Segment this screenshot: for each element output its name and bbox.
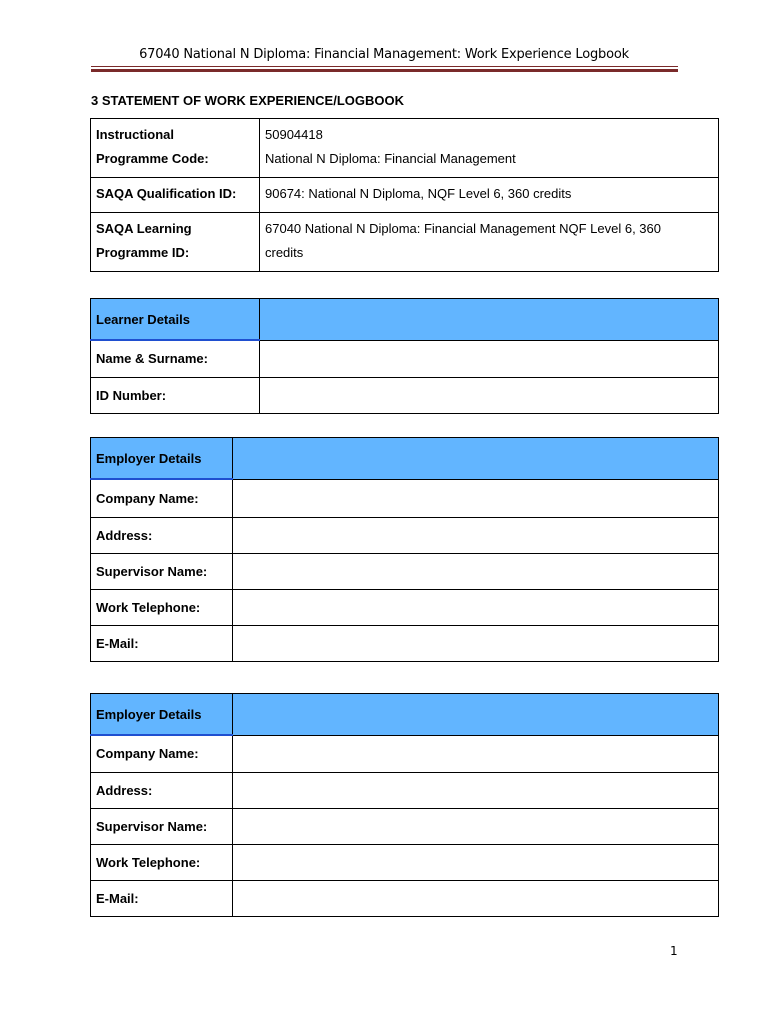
info-label-saqa-qualification [91, 178, 260, 213]
label-line: Instructional [96, 127, 175, 142]
field-label-supervisor-name: Supervisor Name: [91, 553, 233, 589]
field-input-address[interactable] [233, 772, 719, 808]
field-input-work-telephone[interactable] [233, 589, 719, 625]
table-row [91, 119, 719, 178]
label-line: Programme ID: [96, 245, 190, 260]
field-input-name-surname[interactable] [260, 340, 719, 377]
table-row [91, 625, 719, 661]
learner-details-heading: Learner Details [91, 299, 260, 341]
field-input-company-name[interactable] [233, 479, 719, 517]
field-label-work-telephone: Work Telephone: [91, 589, 233, 625]
field-label-company-name: Company Name: [91, 735, 233, 772]
table-row [91, 479, 719, 517]
page-number: 1 [670, 944, 678, 958]
field-label-email: E-Mail: [91, 880, 233, 916]
info-value-saqa-learning-programme [260, 213, 719, 272]
field-label-email: E-Mail: [91, 625, 233, 661]
field-input-supervisor-name[interactable] [233, 553, 719, 589]
employer-details-heading: Employer Details [91, 438, 233, 480]
field-input-supervisor-name[interactable] [233, 808, 719, 844]
field-input-id-number[interactable] [260, 377, 719, 413]
value-line: credits [265, 245, 304, 260]
learner-details-header-row [91, 299, 719, 341]
header-rule-thick [91, 69, 678, 72]
field-label-company-name: Company Name: [91, 479, 233, 517]
employer-details-header-fill [233, 694, 719, 736]
field-label-address: Address: [91, 772, 233, 808]
label-line: Programme Code: [96, 151, 209, 166]
field-label-id-number: ID Number: [91, 377, 260, 413]
page-header-title: 67040 National N Diploma: Financial Management: Work Experience Logbook [139, 47, 629, 62]
label-line: SAQA Qualification ID: [96, 186, 237, 201]
employer-details-heading: Employer Details [91, 694, 233, 736]
table-row [91, 880, 719, 916]
table-row [91, 735, 719, 772]
employer-details-header-row [91, 438, 719, 480]
employer-details-table-1 [90, 437, 719, 662]
field-label-supervisor-name: Supervisor Name: [91, 808, 233, 844]
field-input-address[interactable] [233, 517, 719, 553]
field-label-address: Address: [91, 517, 233, 553]
field-label-name-surname: Name & Surname: [91, 340, 260, 377]
learner-details-header-fill [260, 299, 719, 341]
table-row [91, 844, 719, 880]
info-label-saqa-learning-programme [91, 213, 260, 272]
field-input-email[interactable] [233, 625, 719, 661]
field-label-work-telephone: Work Telephone: [91, 844, 233, 880]
table-row [91, 178, 719, 213]
field-input-company-name[interactable] [233, 735, 719, 772]
value-line: 90674: National N Diploma, NQF Level 6, 360 credits [265, 186, 572, 201]
value-line: 50904418 [265, 127, 323, 142]
table-row [91, 808, 719, 844]
label-line: SAQA Learning [96, 221, 192, 236]
table-row [91, 772, 719, 808]
info-label-programme-code [91, 119, 260, 178]
value-line: 67040 National N Diploma: Financial Management NQF Level 6, 360 [265, 221, 661, 236]
value-line: National N Diploma: Financial Management [265, 151, 516, 166]
table-row [91, 377, 719, 413]
table-row [91, 517, 719, 553]
employer-details-table-2 [90, 693, 719, 917]
table-row [91, 553, 719, 589]
employer-details-header-fill [233, 438, 719, 480]
table-row [91, 340, 719, 377]
field-input-work-telephone[interactable] [233, 844, 719, 880]
header-rule-thin [91, 66, 678, 67]
field-input-email[interactable] [233, 880, 719, 916]
employer-details-header-row [91, 694, 719, 736]
info-value-programme-code [260, 119, 719, 178]
info-value-saqa-qualification [260, 178, 719, 213]
learner-details-table [90, 298, 719, 414]
programme-info-table [90, 118, 719, 272]
table-row [91, 589, 719, 625]
section-title: 3 STATEMENT OF WORK EXPERIENCE/LOGBOOK [91, 93, 404, 108]
table-row [91, 213, 719, 272]
